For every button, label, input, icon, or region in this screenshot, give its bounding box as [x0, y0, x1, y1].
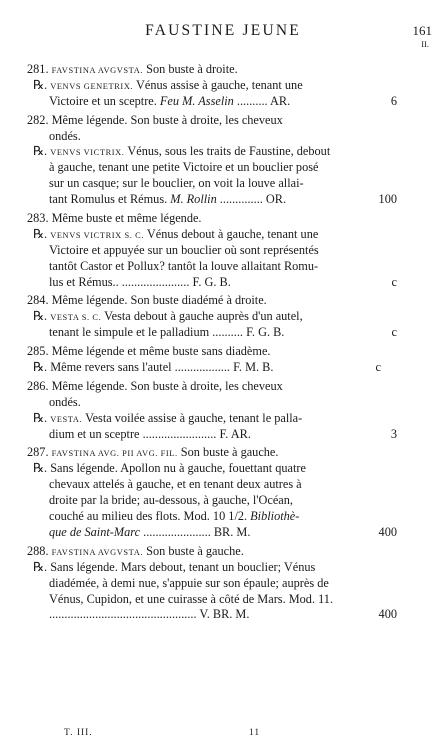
leader-dots: ........................ [142, 426, 217, 441]
obverse-description: Même légende et même buste sans diadème. [51, 344, 271, 359]
obverse-description: Même buste et même légende. [51, 211, 202, 226]
obverse-description: Même légende. Son buste diadémé à droite. [51, 293, 267, 308]
leader-dots: .......... [236, 93, 268, 108]
reverse-legend: VESTA. [50, 414, 83, 424]
entry-number: 282. [27, 112, 49, 127]
metal-size: F. G. B. [246, 325, 285, 340]
page-number: 161 [412, 23, 432, 38]
obverse-legend: FAVSTINA AVGVSTA. [51, 547, 144, 557]
entry-288-obverse [0, 544, 397, 560]
metal-size: BR. M. [213, 524, 251, 539]
entry-285-reverse-line-1 [0, 360, 403, 376]
reverse-description: Victoire et appuyée sur un bouclier où sont représentés [49, 242, 319, 257]
entry-283-reverse-line-1 [0, 227, 403, 243]
reverse-description: Vénus debout à gauche, tenant une [146, 226, 319, 241]
page-sub-number: II. [421, 39, 429, 49]
coin-value: 400 [378, 607, 397, 622]
reverse-description: tenant le simpule et le palladium [49, 325, 210, 340]
reverse-symbol: ℞. [33, 461, 48, 476]
entry-282-reverse-line-1 [0, 144, 403, 160]
coin-catalog-entries [0, 62, 446, 623]
signature-mark-right: 11 [249, 728, 261, 738]
entry-number: 283. [27, 211, 49, 226]
reverse-description: tant Romulus et Rémus. [49, 192, 168, 207]
entry-282-reverse-line-3 [0, 176, 419, 192]
metal-size: OR. [265, 192, 287, 207]
reverse-description: Vesta debout à gauche auprès d'un autel, [104, 309, 303, 324]
reverse-legend: VENVS VICTRIX S. C. [50, 230, 145, 240]
reverse-description: couché au milieu des flots. Mod. 10 1/2. [49, 509, 248, 524]
coin-value: 6 [390, 93, 397, 108]
provenance: que de Saint-Marc [49, 524, 141, 539]
entry-285-obverse [0, 344, 397, 360]
leader-dots: .................. [174, 360, 230, 375]
entry-282-reverse-line-4 [0, 192, 419, 208]
entry-283-reverse-line-2 [0, 243, 419, 259]
obverse-description: Son buste à gauche. [146, 543, 244, 558]
obverse-description: Son buste à droite. [146, 62, 238, 76]
reverse-description: dium et un sceptre [49, 426, 140, 441]
reverse-symbol: ℞. [33, 144, 48, 159]
obverse-description: Même légende. Son buste à droite, les cheveux [51, 112, 283, 127]
reverse-symbol: ℞. [33, 226, 48, 241]
reverse-symbol: ℞. [33, 309, 48, 324]
page-footer [0, 728, 446, 742]
coin-value: c [391, 325, 397, 340]
running-header [0, 22, 446, 49]
entry-284-reverse-line-1 [0, 309, 403, 325]
leader-dots: .......... [212, 325, 243, 340]
running-title: FAUSTINE JEUNE [145, 22, 301, 39]
entry-281-obverse [0, 62, 397, 78]
coin-value: c [375, 360, 381, 375]
entry-number: 281. [27, 62, 49, 76]
entry-286-obverse [0, 379, 397, 395]
provenance: M. Rollin [170, 192, 217, 207]
reverse-legend: VENVS GENETRIX. [50, 81, 134, 91]
entry-283-reverse-line-3 [0, 259, 419, 275]
coin-value: 100 [378, 192, 397, 207]
entry-287-reverse-line-4 [0, 509, 419, 525]
reverse-description: chevaux attelés à gauche, et en tenant deux autres à [49, 477, 302, 492]
metal-size: AR. [270, 93, 291, 108]
entry-288-reverse-line-3 [0, 592, 419, 608]
coin-value: 3 [390, 426, 397, 441]
entry-286-reverse-line-2 [0, 427, 419, 443]
entry-number: 285. [27, 344, 49, 359]
leader-dots: ...................... [143, 524, 211, 539]
coin-value: 400 [378, 524, 397, 539]
leader-dots: .............. [219, 192, 263, 207]
entry-282-obverse [0, 113, 397, 129]
entry-286-reverse-line-1 [0, 411, 403, 427]
entry-287-reverse-line-5 [0, 525, 419, 541]
reverse-description: diadémée, à demi nue, s'appuie sur son épaule; auprès de [49, 575, 329, 590]
reverse-description: tantôt Castor et Pollux? tantôt la louve allaitant Romu- [49, 258, 319, 273]
reverse-symbol: ℞. [33, 360, 48, 375]
entry-288-reverse-line-4 [0, 607, 419, 623]
reverse-description: Vénus assise à gauche, tenant une [136, 77, 303, 92]
entry-286-obverse-line-2 [0, 395, 419, 411]
reverse-symbol: ℞. [33, 410, 48, 425]
entry-283-obverse [0, 211, 397, 227]
entry-number: 287. [27, 445, 49, 460]
leader-dots: ................................................ [49, 607, 197, 622]
entry-282-obverse-line-2 [0, 129, 419, 145]
reverse-symbol: ℞. [33, 77, 48, 92]
reverse-description: à gauche, tenant une petite Victoire et un bouclier posé [49, 160, 319, 175]
provenance: Feu M. Asselin [159, 93, 234, 108]
provenance: Bibliothè- [250, 509, 300, 524]
reverse-description: Vénus, Cupidon, et une cuirasse à côté de Mars. Mod. 11. [49, 591, 334, 606]
reverse-legend: VENVS VICTRIX. [50, 148, 125, 158]
entry-284-reverse-line-2 [0, 325, 419, 341]
metal-size: V. BR. M. [199, 607, 250, 622]
reverse-description: sur un casque; sur le bouclier, on voit la louve allai- [49, 176, 304, 191]
entry-number: 286. [27, 378, 49, 393]
entry-287-reverse-line-3 [0, 493, 419, 509]
obverse-description: ondés. [49, 128, 81, 143]
entry-282-reverse-line-2 [0, 160, 419, 176]
entry-288-reverse-line-1 [0, 560, 403, 576]
obverse-legend: FAVSTINA AVGVSTA. [51, 66, 144, 75]
reverse-description: Sans légende. Apollon nu à gauche, fouettant quatre [50, 461, 306, 476]
reverse-description: Vesta voilée assise à gauche, tenant le palla- [85, 410, 303, 425]
entry-283-reverse-line-4 [0, 275, 419, 291]
reverse-description: Sans légende. Mars debout, tenant un bouclier; Vénus [50, 559, 316, 574]
entry-287-reverse-line-1 [0, 461, 403, 477]
reverse-description: Vénus, sous les traits de Faustine, debout [127, 144, 331, 159]
coin-value: c [391, 274, 397, 289]
reverse-symbol: ℞. [33, 559, 48, 574]
obverse-legend: FAVSTINA AVG. PII AVG. FIL. [51, 449, 178, 459]
reverse-description: droite par la bride; au-dessous, à gauche, l'Océan, [49, 493, 293, 508]
entry-288-reverse-line-2 [0, 576, 419, 592]
reverse-description: Même revers sans l'autel [50, 360, 172, 375]
entry-284-obverse [0, 293, 397, 309]
obverse-description: Même légende. Son buste à droite, les cheveux [51, 378, 283, 393]
reverse-description: Victoire et un sceptre. [49, 93, 157, 108]
metal-size: F. AR. [219, 426, 251, 441]
obverse-description: ondés. [49, 394, 81, 409]
entry-281-reverse-line-2 [0, 94, 419, 110]
entry-287-reverse-line-2 [0, 477, 419, 493]
metal-size: F. G. B. [192, 274, 231, 289]
entry-281-reverse-line-1 [0, 78, 403, 94]
signature-mark-left: T. III. [64, 728, 93, 738]
reverse-legend: VESTA S. C. [50, 313, 102, 323]
metal-size: F. M. B. [233, 360, 274, 375]
entry-number: 284. [27, 293, 49, 308]
entry-287-obverse [0, 445, 397, 461]
obverse-description: Son buste à gauche. [180, 445, 279, 460]
entry-number: 288. [27, 543, 49, 558]
leader-dots: ...................... [121, 274, 190, 289]
reverse-description: lus et Rémus.. [49, 274, 119, 289]
